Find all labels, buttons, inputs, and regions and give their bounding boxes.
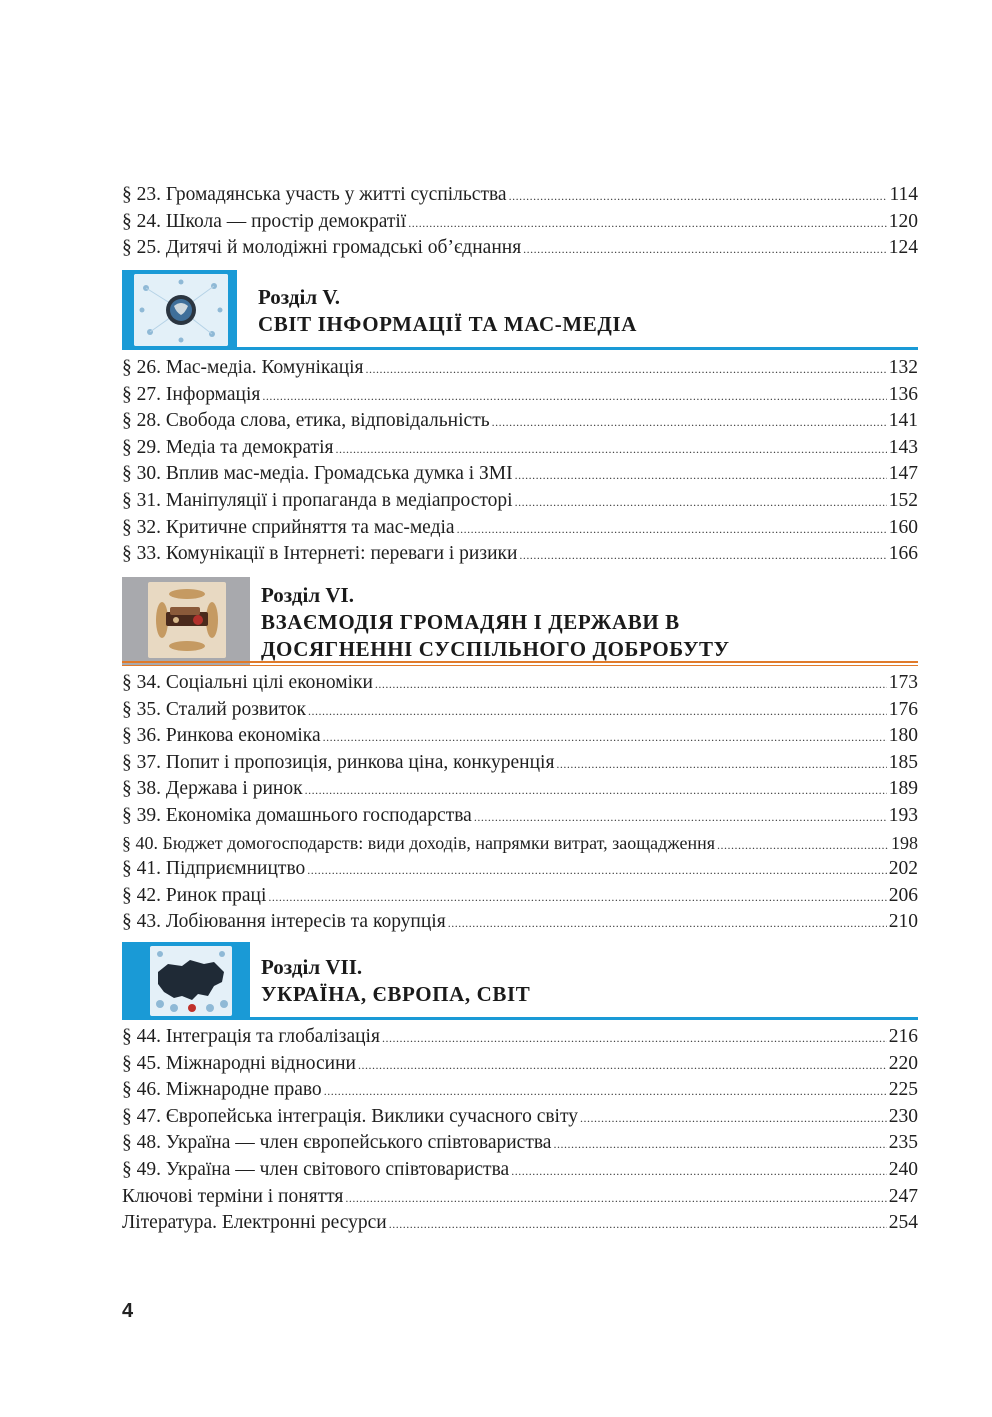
entry-title: § 27. Інформація bbox=[122, 383, 261, 405]
entry-title: § 45. Міжнародні відносини bbox=[122, 1052, 356, 1074]
section-title-line: ДОСЯГНЕННІ СУСПІЛЬНОГО ДОБРОБУТУ bbox=[261, 637, 730, 661]
section-header-v bbox=[122, 270, 918, 350]
section-rule bbox=[122, 1017, 918, 1020]
entry-title: § 28. Свобода слова, етика, відповідальність bbox=[122, 410, 490, 432]
entry-page: 180 bbox=[888, 725, 918, 747]
entry-page: 240 bbox=[888, 1158, 918, 1180]
entry-page: 216 bbox=[888, 1026, 918, 1047]
entry-page: 254 bbox=[888, 1212, 918, 1234]
toc-entry[interactable] bbox=[122, 408, 918, 435]
toc-entry[interactable] bbox=[122, 803, 918, 830]
entry-page: 124 bbox=[888, 237, 918, 259]
entry-title: § 31. Маніпуляції і пропаганда в медіапросторі bbox=[122, 489, 513, 511]
entry-page: 173 bbox=[888, 672, 918, 693]
entry-page: 147 bbox=[888, 463, 918, 485]
entry-page: 141 bbox=[888, 410, 918, 432]
leader-dots bbox=[382, 1025, 887, 1052]
entry-title: § 26. Мас-медіа. Комунікація bbox=[122, 357, 364, 378]
toc-entry[interactable] bbox=[122, 883, 918, 910]
section-title: СВІТ ІНФОРМАЦІЇ ТА МАС-МЕДІА bbox=[258, 312, 637, 336]
leader-dots bbox=[268, 884, 886, 911]
toc-entry[interactable] bbox=[122, 1024, 918, 1051]
entry-title: Ключові терміни і поняття bbox=[122, 1185, 344, 1207]
toc-entry[interactable] bbox=[122, 355, 918, 382]
toc-entry[interactable] bbox=[122, 1130, 918, 1157]
leader-dots bbox=[324, 1078, 887, 1105]
entry-page: 143 bbox=[888, 436, 918, 458]
leader-dots bbox=[375, 671, 887, 698]
entry-title: § 41. Підприємництво bbox=[122, 858, 306, 880]
leader-dots bbox=[580, 1105, 887, 1132]
leader-dots bbox=[323, 724, 887, 751]
toc-entry[interactable] bbox=[122, 830, 918, 857]
leader-dots bbox=[308, 698, 887, 725]
leader-dots bbox=[474, 804, 887, 831]
entry-title: § 33. Комунікації в Інтернеті: переваги і ризики bbox=[122, 543, 518, 565]
leader-dots bbox=[492, 409, 887, 436]
entry-page: 210 bbox=[888, 911, 918, 933]
toc-entry[interactable] bbox=[122, 1077, 918, 1104]
entry-page: 193 bbox=[888, 804, 918, 826]
toc-entry[interactable] bbox=[122, 1104, 918, 1131]
toc-entry[interactable] bbox=[122, 909, 918, 936]
section-heading bbox=[261, 582, 730, 663]
entry-title: § 47. Європейська інтеграція. Виклики сучасного світу bbox=[122, 1105, 578, 1127]
entry-title: § 44. Інтеграція та глобалізація bbox=[122, 1026, 380, 1047]
entry-page: 206 bbox=[888, 884, 918, 906]
section-header-vii bbox=[122, 942, 918, 1020]
entry-title: § 36. Ринкова економіка bbox=[122, 725, 321, 747]
entry-title: § 30. Вплив мас-медіа. Громадська думка і ЗМІ bbox=[122, 463, 513, 485]
leader-dots bbox=[556, 751, 886, 778]
section-rule bbox=[122, 347, 918, 350]
leader-dots bbox=[307, 857, 886, 884]
toc-block-vii bbox=[122, 1024, 918, 1237]
leader-dots bbox=[457, 516, 887, 543]
entry-title: § 38. Держава і ринок bbox=[122, 778, 303, 800]
entry-title: § 24. Школа — простір демократії bbox=[122, 210, 407, 232]
entry-title: § 49. Україна — член світового співтовариства bbox=[122, 1158, 510, 1180]
toc-entry[interactable] bbox=[122, 670, 918, 697]
entry-page: 176 bbox=[888, 698, 918, 720]
leader-dots bbox=[389, 1211, 887, 1238]
entry-page: 220 bbox=[888, 1052, 918, 1074]
leader-dots bbox=[519, 542, 886, 569]
entry-title: § 42. Ринок праці bbox=[122, 884, 267, 906]
section-heading bbox=[258, 284, 637, 338]
money-wreath-icon bbox=[148, 582, 226, 658]
toc-block-v bbox=[122, 355, 918, 568]
leader-dots bbox=[358, 1052, 887, 1079]
entry-title: § 35. Сталий розвиток bbox=[122, 698, 307, 720]
section-heading bbox=[261, 954, 530, 1008]
toc-entry[interactable] bbox=[122, 1210, 918, 1237]
entry-page: 166 bbox=[888, 543, 918, 565]
section-header-vi bbox=[122, 577, 918, 665]
entry-page: 160 bbox=[888, 516, 918, 538]
entry-page: 230 bbox=[888, 1105, 918, 1127]
entry-page: 120 bbox=[888, 210, 918, 232]
section-title-line: ВЗАЄМОДІЯ ГРОМАДЯН І ДЕРЖАВИ В bbox=[261, 610, 680, 634]
leader-dots bbox=[509, 183, 888, 210]
leader-dots bbox=[717, 832, 889, 859]
leader-dots bbox=[366, 356, 887, 383]
section-label: Розділ VII. bbox=[261, 955, 363, 979]
toc-entry[interactable] bbox=[122, 856, 918, 883]
entry-title: § 23. Громадянська участь у житті суспільства bbox=[122, 184, 507, 205]
entry-page: 235 bbox=[888, 1132, 918, 1154]
leader-dots bbox=[511, 1158, 887, 1185]
toc-entry[interactable] bbox=[122, 382, 918, 409]
leader-dots bbox=[345, 1185, 886, 1212]
toc-entry[interactable] bbox=[122, 209, 918, 236]
entry-page: 185 bbox=[888, 751, 918, 773]
toc-entry[interactable] bbox=[122, 435, 918, 462]
entry-page: 136 bbox=[888, 383, 918, 405]
toc-block-vi bbox=[122, 670, 918, 936]
section-label: Розділ VI. bbox=[261, 583, 354, 607]
entry-title: Література. Електронні ресурси bbox=[122, 1212, 387, 1234]
entry-page: 247 bbox=[888, 1185, 918, 1207]
toc-entry[interactable] bbox=[122, 776, 918, 803]
toc-entry[interactable] bbox=[122, 697, 918, 724]
entry-title: § 32. Критичне сприйняття та мас-медіа bbox=[122, 516, 455, 538]
entry-page: 152 bbox=[888, 489, 918, 511]
globe-network-icon bbox=[134, 274, 228, 346]
leader-dots bbox=[553, 1131, 886, 1158]
toc-entry[interactable] bbox=[122, 235, 918, 262]
leader-dots bbox=[448, 910, 887, 937]
entry-page: 202 bbox=[888, 858, 918, 880]
entry-page: 189 bbox=[888, 778, 918, 800]
section-rule bbox=[122, 665, 918, 666]
entry-page: 114 bbox=[889, 184, 918, 205]
leader-dots bbox=[408, 210, 887, 237]
toc-entry[interactable] bbox=[122, 541, 918, 568]
entry-title: § 43. Лобіювання інтересів та корупція bbox=[122, 911, 446, 933]
entry-page: 198 bbox=[891, 832, 918, 853]
entry-title: § 46. Міжнародне право bbox=[122, 1079, 322, 1101]
leader-dots bbox=[515, 462, 887, 489]
entry-title: § 29. Медіа та демократія bbox=[122, 436, 334, 458]
entry-page: 225 bbox=[888, 1079, 918, 1101]
toc-entry[interactable] bbox=[122, 1157, 918, 1184]
toc-entry[interactable] bbox=[122, 723, 918, 750]
leader-dots bbox=[335, 436, 886, 463]
section-label: Розділ V. bbox=[258, 285, 341, 309]
toc-entry[interactable] bbox=[122, 488, 918, 515]
toc-entry[interactable] bbox=[122, 515, 918, 542]
leader-dots bbox=[515, 489, 887, 516]
toc-entry[interactable] bbox=[122, 1184, 918, 1211]
entry-title: § 39. Економіка домашнього господарства bbox=[122, 804, 472, 826]
entry-title: § 48. Україна — член європейського співтовариства bbox=[122, 1132, 552, 1154]
leader-dots bbox=[305, 777, 887, 804]
page-number: 4 bbox=[122, 1300, 134, 1322]
toc-entry[interactable] bbox=[122, 461, 918, 488]
entry-title: § 25. Дитячі й молодіжні громадські об’єднання bbox=[122, 237, 522, 259]
toc-block-top bbox=[122, 182, 918, 262]
leader-dots bbox=[523, 236, 887, 263]
section-title: УКРАЇНА, ЄВРОПА, СВІТ bbox=[261, 982, 531, 1006]
leader-dots bbox=[262, 383, 886, 410]
entry-title: § 40. Бюджет домогосподарств: види доходів, напрямки витрат, заощадження bbox=[122, 832, 716, 853]
entry-title: § 34. Соціальні цілі економіки bbox=[122, 672, 373, 693]
entry-title: § 37. Попит і пропозиція, ринкова ціна, конкуренція bbox=[122, 751, 555, 773]
toc-entry[interactable] bbox=[122, 182, 918, 209]
ukraine-map-icon bbox=[150, 946, 232, 1016]
toc-entry[interactable] bbox=[122, 1051, 918, 1078]
entry-page: 132 bbox=[888, 357, 918, 378]
toc-entry[interactable] bbox=[122, 750, 918, 777]
